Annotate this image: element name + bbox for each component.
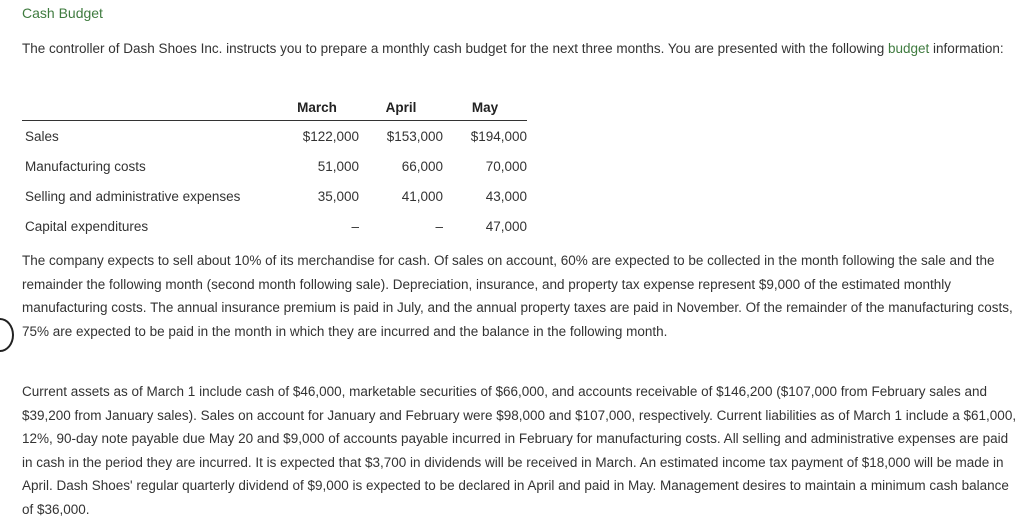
cell-value: 35,000 xyxy=(317,188,359,204)
header-april: April xyxy=(359,94,443,121)
cell-value: 66,000 xyxy=(401,158,443,174)
intro-text-after: information: xyxy=(929,41,1004,56)
budget-table xyxy=(22,94,527,241)
table-row xyxy=(22,121,527,152)
cell-value: 47,000 xyxy=(485,218,527,234)
cell-value: $122,000 xyxy=(302,128,359,144)
cell-value: 41,000 xyxy=(401,188,443,204)
table-row xyxy=(22,151,527,181)
table-row xyxy=(22,181,527,211)
row-label: Capital expenditures xyxy=(25,218,149,234)
cash-sales-paragraph: The company expects to sell about 10% of its merchandise for cash. Of sales on account, 60% are expected to be collected in the month following the sale and the remainder the following month (second month following sale). Depreciation, insurance, and property tax expense represent $9,000 of the estimated monthly manufacturing costs. The annual insurance premium is paid in July, and the annual property taxes are paid in November. Of the remainder of the manufacturing costs, 75% are expected to be paid in the month in which they are incurred and the balance in the following month. xyxy=(22,253,1013,339)
cell-value: 70,000 xyxy=(485,158,527,174)
header-march: March xyxy=(275,94,359,121)
header-blank xyxy=(22,94,275,121)
cell-value: – xyxy=(435,218,443,234)
row-label: Sales xyxy=(25,128,59,144)
current-assets-paragraph: Current assets as of March 1 include cash of $46,000, marketable securities of $66,000, and accounts receivable of $146,200 ($107,000 from February sales and $39,200 from January sales). Sales on account for January and February were $98,000 and $107,000, respectively. Current liabilities as of March 1 include a $61,000, 12%, 90-day note payable due May 20 and $9,000 of accounts payable incurred in February for manufacturing costs. All selling and administrative expenses are paid in cash in the period they are incurred. It is expected that $3,700 in dividends will be received in March. An estimated income tax payment of $18,000 will be made in April. Dash Shoes' regular quarterly dividend of $9,000 is expected to be declared in April and paid in May. Management desires to maintain a minimum cash balance of $36,000. xyxy=(22,384,1017,517)
header-may: May xyxy=(443,94,527,121)
cell-value: $194,000 xyxy=(470,128,527,144)
side-arc-icon xyxy=(0,318,14,352)
budget-glossary-link[interactable]: budget xyxy=(888,41,930,56)
cell-value: 51,000 xyxy=(317,158,359,174)
table-row xyxy=(22,211,527,241)
intro-paragraph xyxy=(22,37,1018,61)
page-title: Cash Budget xyxy=(22,5,103,21)
table-header-row xyxy=(22,94,527,121)
intro-text-before: The controller of Dash Shoes Inc. instructs you to prepare a monthly cash budget for the next three months. You are presented with the following xyxy=(22,41,888,56)
cell-value: – xyxy=(351,218,359,234)
row-label: Manufacturing costs xyxy=(25,158,146,174)
cell-value: $153,000 xyxy=(386,128,443,144)
row-label: Selling and administrative expenses xyxy=(25,188,241,204)
cell-value: 43,000 xyxy=(485,188,527,204)
